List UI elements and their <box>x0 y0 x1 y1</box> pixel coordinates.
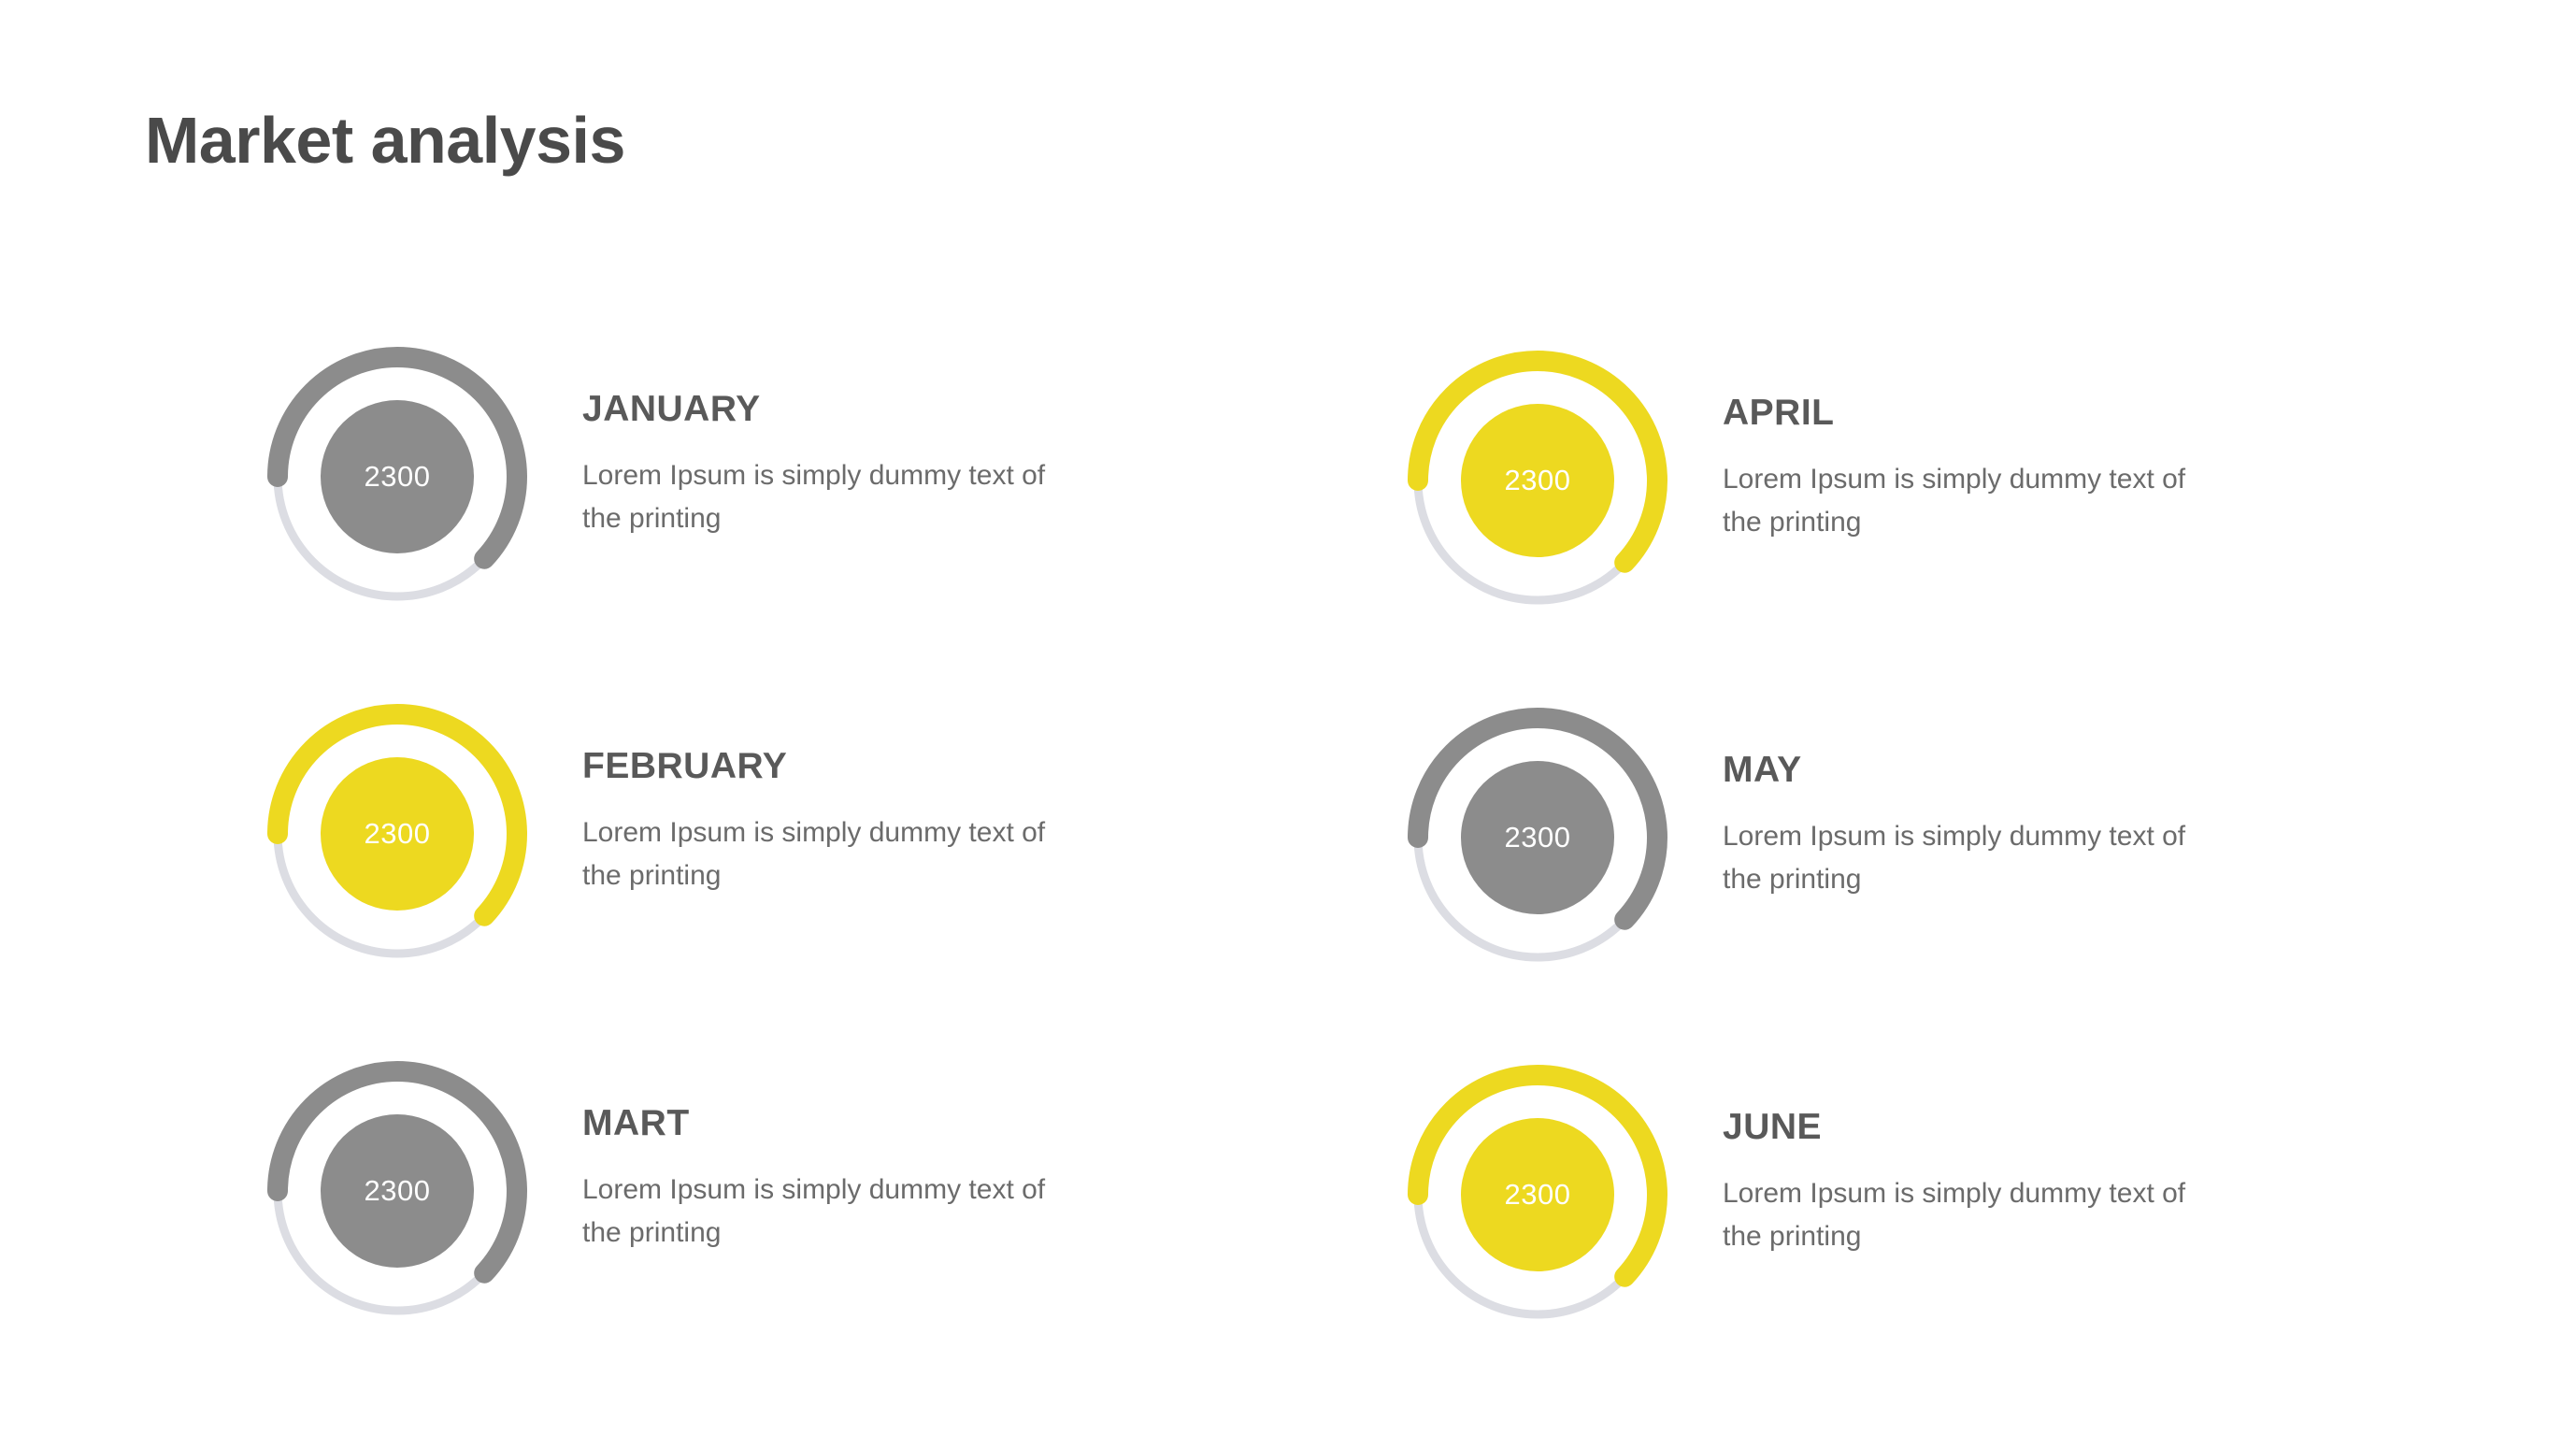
metric-text-block <box>582 337 1078 539</box>
metric-value: 2300 <box>1504 1178 1571 1211</box>
metric-description: Lorem Ipsum is simply dummy text of the printing <box>582 817 1046 891</box>
metric-label: JUNE <box>1723 1107 1823 1147</box>
metric-description: Lorem Ipsum is simply dummy text of the printing <box>1723 1178 2186 1252</box>
metric-item[interactable] <box>1397 697 2218 978</box>
metric-item[interactable] <box>257 1051 1078 1331</box>
metric-text-block <box>1723 697 2218 900</box>
metric-item[interactable] <box>257 337 1078 617</box>
metric-label: MART <box>582 1103 690 1143</box>
metric-description: Lorem Ipsum is simply dummy text of the printing <box>1723 464 2186 538</box>
metric-value: 2300 <box>1504 821 1571 854</box>
metric-value: 2300 <box>364 1174 431 1207</box>
metric-text-block <box>582 1051 1078 1254</box>
donut-chart <box>257 337 537 617</box>
metric-label: JANUARY <box>582 389 761 429</box>
donut-chart <box>1397 1054 1678 1335</box>
page-title: Market analysis <box>145 104 625 177</box>
metric-value: 2300 <box>364 460 431 493</box>
metric-value: 2300 <box>364 817 431 850</box>
metric-description: Lorem Ipsum is simply dummy text of the printing <box>582 460 1046 534</box>
metric-text-block <box>1723 1054 2218 1257</box>
metric-text-block <box>1723 340 2218 543</box>
donut-chart <box>1397 697 1678 978</box>
metric-item[interactable] <box>257 694 1078 974</box>
donut-chart <box>1397 340 1678 621</box>
metric-label: APRIL <box>1723 393 1835 433</box>
metric-description: Lorem Ipsum is simply dummy text of the printing <box>582 1174 1046 1248</box>
donut-chart <box>257 1051 537 1331</box>
donut-chart <box>257 694 537 974</box>
metric-description: Lorem Ipsum is simply dummy text of the printing <box>1723 821 2186 895</box>
metric-item[interactable] <box>1397 1054 2218 1335</box>
metric-label: FEBRUARY <box>582 746 788 786</box>
metric-value: 2300 <box>1504 464 1571 496</box>
metric-label: MAY <box>1723 750 1802 790</box>
metric-item[interactable] <box>1397 340 2218 621</box>
metric-text-block <box>582 694 1078 897</box>
